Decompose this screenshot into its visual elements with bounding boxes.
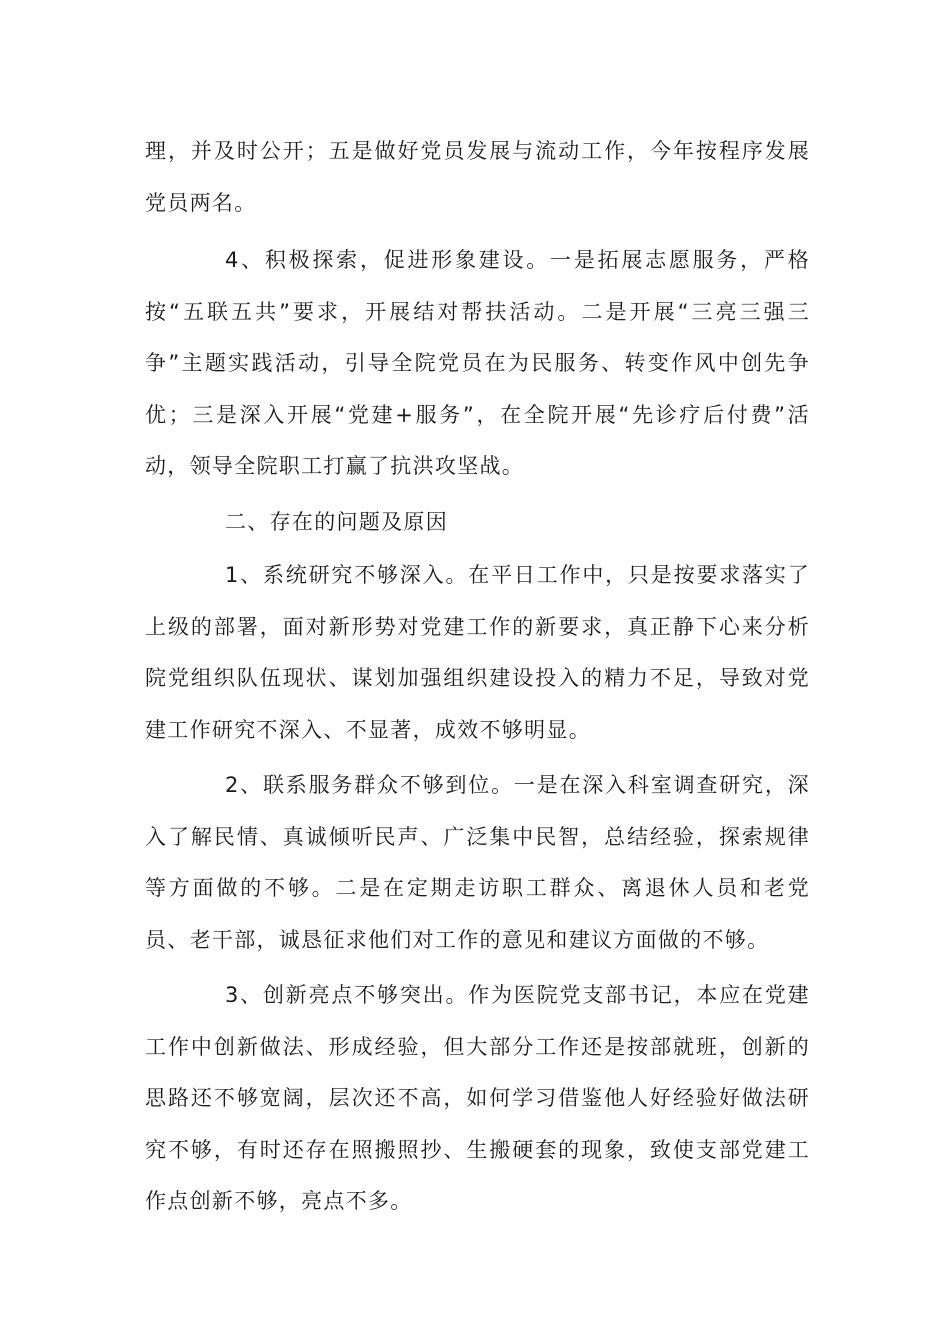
paragraph-mass-service: 2、联系服务群众不够到位。一是在深入科室调查研究，深入了解民情、真诚倾听民声、广泛集中民智，总结经验，探索规律等方面做的不够。二是在定期走访职工群众、离退休人员和老党员、老干部，诚恳征求他们对工作的意见和建议方面做的不够。 xyxy=(145,773,810,952)
paragraph-innovation: 3、创新亮点不够突出。作为医院党支部书记，本应在党建工作中创新做法、形成经验，但大部分工作还是按部就班，创新的思路还不够宽阔，层次还不高，如何学习借鉴他人好经验好做法研究不够，有时还存在照搬照抄、生搬硬套的现象，致使支部党建工作点创新不够，亮点不多。 xyxy=(145,983,810,1213)
section-heading-problems: 二、存在的问题及原因 xyxy=(225,510,448,534)
paragraph-image-building: 4、积极探索，促进形象建设。一是拓展志愿服务，严格按“五联五共”要求，开展结对帮扶活动。二是开展“三亮三强三争”主题实践活动，引导全院党员在为民服务、转变作风中创先争优；三是深入开展“党建+服务”，在全院开展“先诊疗后付费”活动，领导全院职工打赢了抗洪攻坚战。 xyxy=(145,248,810,478)
paragraph-continuation: 理，并及时公开；五是做好党员发展与流动工作，今年按程序发展党员两名。 xyxy=(145,139,810,215)
paragraph-research: 1、系统研究不够深入。在平日工作中，只是按要求落实了上级的部署，面对新形势对党建工作的新要求，真正静下心来分析院党组织队伍现状、谋划加强组织建设投入的精力不足，导致对党建工作研究不深入、不显著，成效不够明显。 xyxy=(145,563,810,742)
